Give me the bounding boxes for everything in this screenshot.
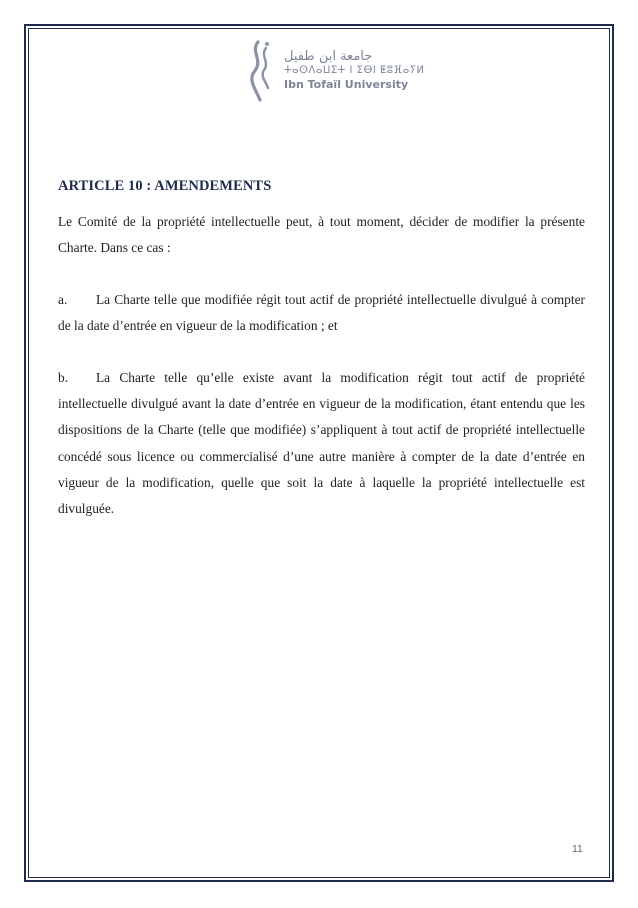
logo-english-text: Ibn Tofaïl University: [284, 78, 409, 91]
university-logo: [244, 38, 425, 104]
list-item-marker: b.: [58, 370, 69, 385]
logo-tifinagh-text: ⵜⴰⵙⴷⴰⵡⵉⵜ ⵏ ⵉⴱⵏ ⵟⵓⴼⴰⵢⵍ: [284, 65, 425, 76]
list-item: [58, 365, 585, 522]
list-item-marker: a.: [58, 292, 68, 307]
list-item-text: La Charte telle que modifiée régit tout actif de propriété intellectuelle divulgué à compter de la date d’entrée en vigueur de la modification ; et: [58, 292, 585, 334]
article-title: ARTICLE 10 : AMENDEMENTS: [58, 178, 272, 194]
page-number: 11: [572, 843, 583, 855]
list-item: [58, 287, 585, 339]
article-intro: Le Comité de la propriété intellectuelle peut, à tout moment, décider de modifier la présente Charte. Dans ce cas :: [58, 214, 585, 256]
list-item-text: La Charte telle qu’elle existe avant la modification régit tout actif de propriété intellectuelle divulgué avant la date d’entrée en vigueur de la modification, étant entendu que les dispositions de la Charte (telle que modifiée) s’appliquent à tout actif de propriété intellectuelle concédé sous licence ou commercialisé d’une autre manière à compter de la date d’entrée en vigueur de la modification, quelle que soit la date à laquelle la propriété intellectuelle est divulguée.: [58, 370, 585, 517]
logo-arabic-text: جامعة ابن طفيل: [284, 49, 373, 64]
logo-emblem-icon: [244, 38, 278, 104]
